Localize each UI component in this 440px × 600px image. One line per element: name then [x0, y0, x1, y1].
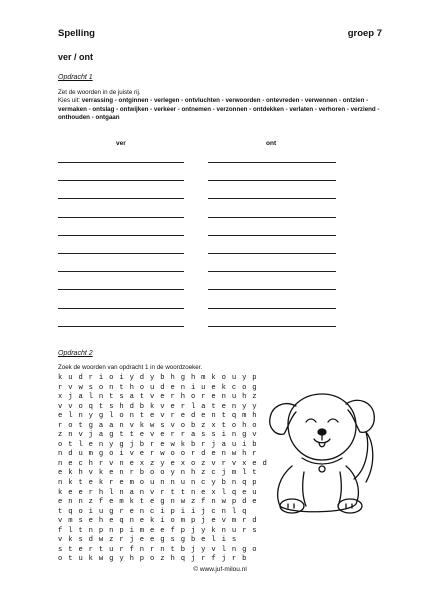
answer-line-ont[interactable] — [208, 198, 336, 199]
answer-line-ver[interactable] — [58, 217, 184, 218]
grid-row: k e e r h l n a n v r t t n e x l q e u — [58, 488, 258, 497]
grid-row: n d u m g o i v e r w o o r d e n w h r — [58, 450, 258, 459]
grid-row: t q o i u g r e n c i p i i j c n l q — [58, 507, 248, 516]
grid-row: f l t n p n p i m e e f p j y k n u r s — [58, 526, 258, 535]
answer-line-ver[interactable] — [58, 253, 184, 254]
answer-line-ont[interactable] — [208, 180, 336, 181]
answer-line-ver[interactable] — [58, 162, 184, 163]
answer-line-ont[interactable] — [208, 162, 336, 163]
grid-row: z n v j a g t t e v e r r a s s i n g v — [58, 431, 258, 440]
assignment2-instruction: Zoek de woorden van opdracht 1 in de woordzoeker. — [58, 364, 203, 371]
grid-row: k u d r i o i y d y b h g h m k o u y p — [58, 374, 258, 382]
answer-line-ver[interactable] — [58, 198, 184, 199]
grid-row: o t l e n y g j b r e w k b r j a u i b — [58, 440, 258, 449]
grid-row: v v o q t s h d b k v e r l a t e n y y — [58, 402, 258, 411]
grid-row: n k t e k r e m o u n n u n c y b n q p — [58, 479, 258, 488]
topic-subtitle: ver / ont — [58, 52, 94, 62]
answer-line-ver[interactable] — [58, 180, 184, 181]
answer-line-ver[interactable] — [58, 326, 184, 327]
word-choice-list — [58, 97, 388, 122]
grid-row: n e c h r v n e x z y e x o z v r v x e d — [58, 459, 268, 468]
answer-line-ver[interactable] — [58, 289, 184, 290]
answer-line-ver[interactable] — [58, 308, 184, 309]
footer-credit: © www.juf-milou.nl — [193, 566, 247, 573]
word-list: verrassing - ontginnen - verlegen - ontvluchten - verwoorden - ontevreden - verwennen - ontzien - vermaken - ontslag - ontwijken - verkeer - ontnemen - verzonnen - ontdekken - verlaten - verhoren - verziend - onthouden - ontgaan — [58, 97, 380, 122]
assignment1-instruction-block — [58, 89, 388, 123]
page-title: Spelling — [58, 28, 95, 39]
grid-row: v k s d w z r j e e g s g b e l i s — [58, 536, 237, 545]
assignment2-heading: Opdracht 2 — [58, 350, 93, 357]
word-search-grid — [58, 374, 268, 565]
answer-line-ont[interactable] — [208, 308, 336, 309]
grid-row: e k h v k e n r b o o y n h z c j m l t — [58, 469, 258, 478]
choose-label: Kies uit: — [58, 97, 81, 105]
grid-row: x j a l n t s a t v e r h o r e n u h z — [58, 393, 258, 402]
assignment1-instruction: Zet de woorden in de juiste rij. — [58, 89, 141, 96]
answer-line-ver[interactable] — [58, 235, 184, 236]
grid-row: s t e r t u r f n r n t b j y v l n g o — [58, 545, 258, 554]
column-header-ont: ont — [266, 140, 277, 147]
answer-line-ont[interactable] — [208, 271, 336, 272]
assignment1-heading: Opdracht 1 — [58, 74, 93, 81]
group-label: groep 7 — [347, 28, 382, 39]
grid-row: v m s e h e q n e k i o m p j e v m r d — [58, 517, 258, 526]
grid-row: r v w s o n t h o u d e n i u e k c o g — [58, 383, 258, 392]
answer-line-ver[interactable] — [58, 271, 184, 272]
grid-row: o t u k w g y h p o z h q j r f j r b — [58, 555, 248, 564]
grid-row: e n n z f e m k t e g n w z f n w p d e — [58, 498, 258, 507]
answer-line-ont[interactable] — [208, 253, 336, 254]
grid-row: e l n y g l o n t e v r e d e n t q m h — [58, 412, 258, 421]
answer-line-ont[interactable] — [208, 289, 336, 290]
answer-line-ont[interactable] — [208, 217, 336, 218]
cartoon-puppy-icon — [262, 384, 382, 519]
answer-line-ont[interactable] — [208, 235, 336, 236]
answer-line-ont[interactable] — [208, 326, 336, 327]
column-header-ver: ver — [116, 140, 126, 147]
grid-row: r o t g a a n v k w s v o b z x t o h o — [58, 421, 258, 430]
